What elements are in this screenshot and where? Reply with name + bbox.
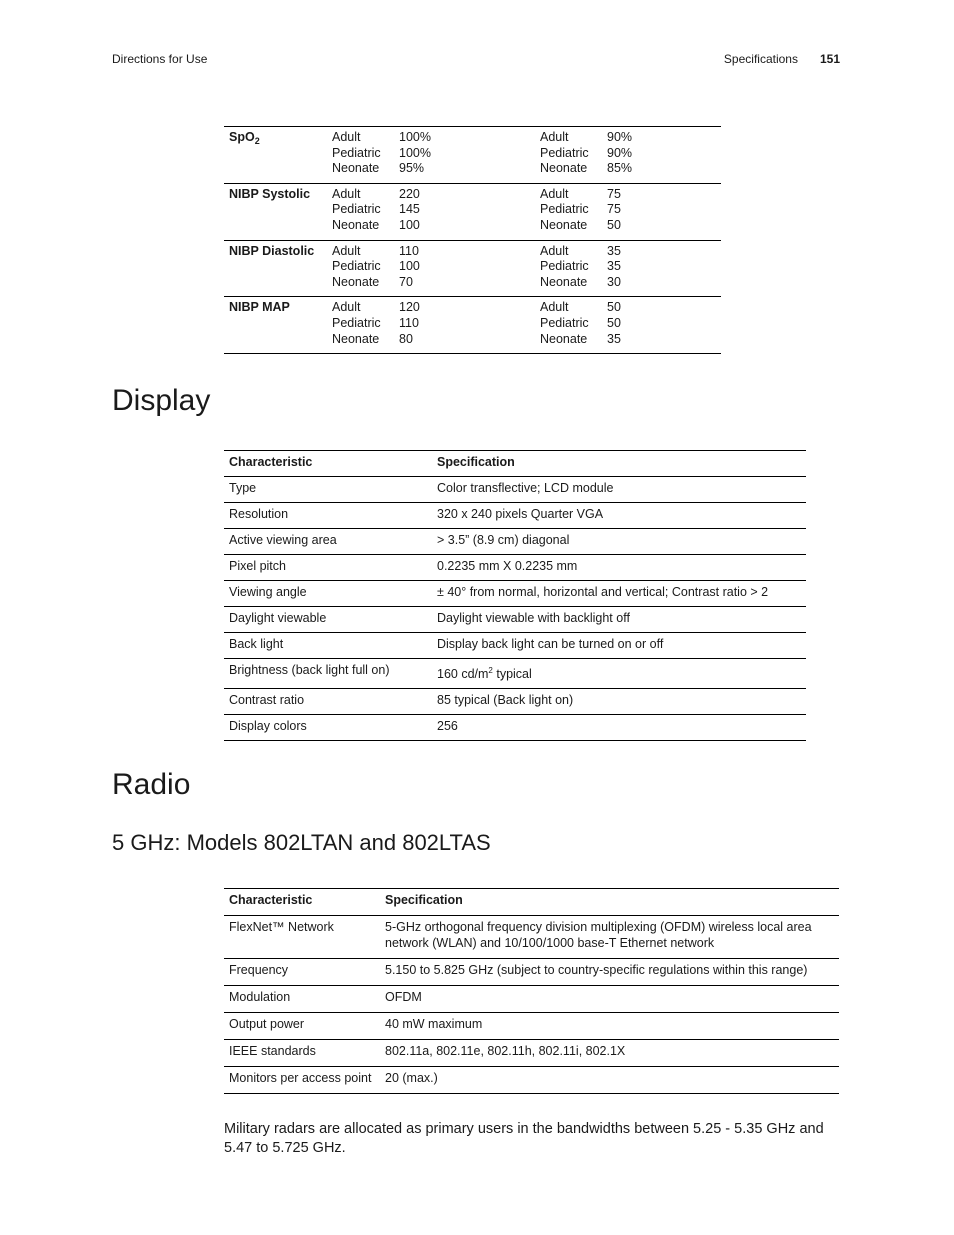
limit-value-cell [607, 240, 721, 297]
limit-value: 35 [607, 331, 621, 346]
table-row [224, 1013, 839, 1040]
patient-group: Neonate [540, 274, 588, 289]
column-header-specification: Specification [432, 451, 806, 477]
patient-group: Adult [540, 130, 569, 144]
characteristic-cell: Monitors per access point [224, 1067, 380, 1094]
display-heading: Display [112, 384, 211, 417]
limit-value-cell [399, 297, 540, 354]
characteristic-cell: Modulation [224, 986, 380, 1013]
patient-group-cell [332, 183, 399, 240]
specification-cell: 5-GHz orthogonal frequency division multiplexing (OFDM) wireless local area network (WLAN) and 10/100/1000 base-T Ethernet network [380, 916, 839, 959]
table-row [224, 607, 806, 633]
radar-note: Military radars are allocated as primary users in the bandwidths between 5.25 - 5.35 GHz and 5.47 to 5.725 GHz. [224, 1120, 824, 1156]
column-header-characteristic: Characteristic [224, 889, 380, 916]
limits-row [224, 297, 721, 354]
specification-cell: Display back light can be turned on or off [432, 633, 806, 659]
patient-group: Pediatric [540, 315, 589, 330]
limit-value-cell [399, 183, 540, 240]
characteristic-cell: Resolution [224, 503, 432, 529]
specification-cell: 40 mW maximum [380, 1013, 839, 1040]
characteristic-cell: Viewing angle [224, 581, 432, 607]
radio-subheading: 5 GHz: Models 802LTAN and 802LTAS [112, 830, 491, 855]
parameter-name [224, 240, 332, 297]
characteristic-cell: IEEE standards [224, 1040, 380, 1067]
specification-cell: Color transflective; LCD module [432, 477, 806, 503]
patient-group-cell [332, 240, 399, 297]
brightness-suffix: typical [492, 667, 532, 682]
specification-cell: 256 [432, 715, 806, 741]
table-row [224, 503, 806, 529]
page-number: 151 [819, 52, 840, 66]
limit-value: 100 [399, 259, 420, 274]
specification-cell: 85 typical (Back light on) [432, 689, 806, 715]
radio-spec-table [224, 888, 839, 1094]
limit-value: 110 [399, 315, 419, 330]
patient-group: Pediatric [332, 259, 381, 274]
limit-value-cell [607, 127, 721, 184]
display-spec-table [224, 450, 806, 741]
patient-group-cell [332, 297, 399, 354]
limit-value: 220 [399, 186, 420, 201]
limit-value: 50 [607, 217, 621, 232]
limit-value: 95% [399, 161, 425, 176]
limit-value: 75 [607, 202, 621, 217]
patient-group: Adult [540, 243, 569, 258]
specification-cell: 320 x 240 pixels Quarter VGA [432, 503, 806, 529]
characteristic-cell: Pixel pitch [224, 555, 432, 581]
patient-group: Pediatric [540, 145, 589, 160]
limit-value: 35 [607, 243, 621, 258]
table-row [224, 659, 806, 689]
unit-superscript: 2 [488, 666, 493, 675]
table-row [224, 715, 806, 741]
patient-group: Neonate [540, 217, 588, 232]
column-header-specification: Specification [380, 889, 839, 916]
characteristic-cell: Display colors [224, 715, 432, 741]
table-row [224, 529, 806, 555]
table-row [224, 477, 806, 503]
characteristic-cell: Type [224, 477, 432, 503]
table-row [224, 555, 806, 581]
limit-value: 30 [607, 274, 621, 289]
patient-group: Neonate [332, 274, 380, 289]
limits-row [224, 127, 721, 184]
characteristic-cell: Brightness (back light full on) [224, 659, 432, 689]
limit-value: 50 [607, 315, 621, 330]
specification-cell: 20 (max.) [380, 1067, 839, 1094]
limit-value-cell [399, 127, 540, 184]
parameter-label: SpO [229, 130, 255, 144]
specification-cell: 0.2235 mm X 0.2235 mm [432, 555, 806, 581]
radio-heading: Radio [112, 768, 191, 801]
specification-cell: ± 40° from normal, horizontal and vertical; Contrast ratio > 2 [432, 581, 806, 607]
limit-value: 85% [607, 161, 633, 176]
patient-group: Pediatric [540, 202, 589, 217]
limit-value-cell [399, 240, 540, 297]
table-row [224, 1067, 839, 1094]
patient-group-cell [540, 183, 607, 240]
limit-value: 80 [399, 331, 413, 346]
specification-cell: Daylight viewable with backlight off [432, 607, 806, 633]
table-row [224, 986, 839, 1013]
limit-value: 90% [607, 130, 633, 144]
patient-group: Neonate [540, 331, 588, 346]
characteristic-cell: Frequency [224, 959, 380, 986]
table-row [224, 581, 806, 607]
specification-cell: > 3.5” (8.9 cm) diagonal [432, 529, 806, 555]
limit-value-cell [607, 183, 721, 240]
patient-group: Pediatric [332, 145, 381, 160]
column-header-characteristic: Characteristic [224, 451, 432, 477]
patient-group-cell [540, 127, 607, 184]
parameter-subscript: 2 [254, 136, 260, 146]
characteristic-cell: FlexNet™ Network [224, 916, 380, 959]
parameter-name [224, 127, 332, 184]
patient-group: Pediatric [332, 315, 381, 330]
table-row [224, 689, 806, 715]
limit-value: 35 [607, 259, 621, 274]
table-row [224, 959, 839, 986]
characteristic-cell: Daylight viewable [224, 607, 432, 633]
patient-group: Neonate [332, 331, 380, 346]
parameter-name [224, 183, 332, 240]
patient-group-cell [332, 127, 399, 184]
specification-cell: OFDM [380, 986, 839, 1013]
limit-value: 75 [607, 186, 621, 201]
table-row [224, 1040, 839, 1067]
patient-group: Adult [332, 300, 361, 315]
patient-group: Neonate [540, 161, 588, 176]
patient-group: Pediatric [332, 202, 381, 217]
limit-value: 90% [607, 145, 633, 160]
limits-row [224, 240, 721, 297]
parameter-label: NIBP MAP [229, 300, 290, 315]
patient-group: Adult [540, 300, 569, 315]
patient-group: Neonate [332, 161, 380, 176]
characteristic-cell: Output power [224, 1013, 380, 1040]
limits-row [224, 183, 721, 240]
specification-cell [432, 659, 806, 689]
specification-cell: 5.150 to 5.825 GHz (subject to country-specific regulations within this range) [380, 959, 839, 986]
patient-group: Adult [332, 186, 361, 201]
brightness-value: 160 cd/m [437, 667, 489, 682]
limit-value: 50 [607, 300, 621, 315]
table-row [224, 633, 806, 659]
patient-group: Adult [332, 130, 361, 144]
characteristic-cell: Active viewing area [224, 529, 432, 555]
limit-value: 120 [399, 300, 420, 315]
limit-value: 70 [399, 274, 413, 289]
running-header-title: Directions for Use [112, 52, 208, 66]
running-header-section: Specifications [723, 52, 798, 66]
characteristic-cell: Back light [224, 633, 432, 659]
patient-group: Neonate [332, 217, 380, 232]
limit-value: 100% [399, 145, 431, 160]
patient-group: Adult [332, 243, 361, 258]
limit-value: 110 [399, 243, 419, 258]
table-row [224, 916, 839, 959]
parameter-label: NIBP Diastolic [229, 243, 315, 258]
limit-value: 100% [399, 130, 431, 144]
running-header-right [724, 52, 840, 66]
patient-group: Pediatric [540, 259, 589, 274]
alarm-limits-table [224, 126, 721, 354]
patient-group-cell [540, 240, 607, 297]
specification-cell: 802.11a, 802.11e, 802.11h, 802.11i, 802.1X [380, 1040, 839, 1067]
patient-group-cell [540, 297, 607, 354]
parameter-label: NIBP Systolic [229, 186, 311, 201]
patient-group: Adult [540, 186, 569, 201]
characteristic-cell: Contrast ratio [224, 689, 432, 715]
parameter-name [224, 297, 332, 354]
limit-value-cell [607, 297, 721, 354]
limit-value: 145 [399, 202, 420, 217]
limit-value: 100 [399, 217, 420, 232]
